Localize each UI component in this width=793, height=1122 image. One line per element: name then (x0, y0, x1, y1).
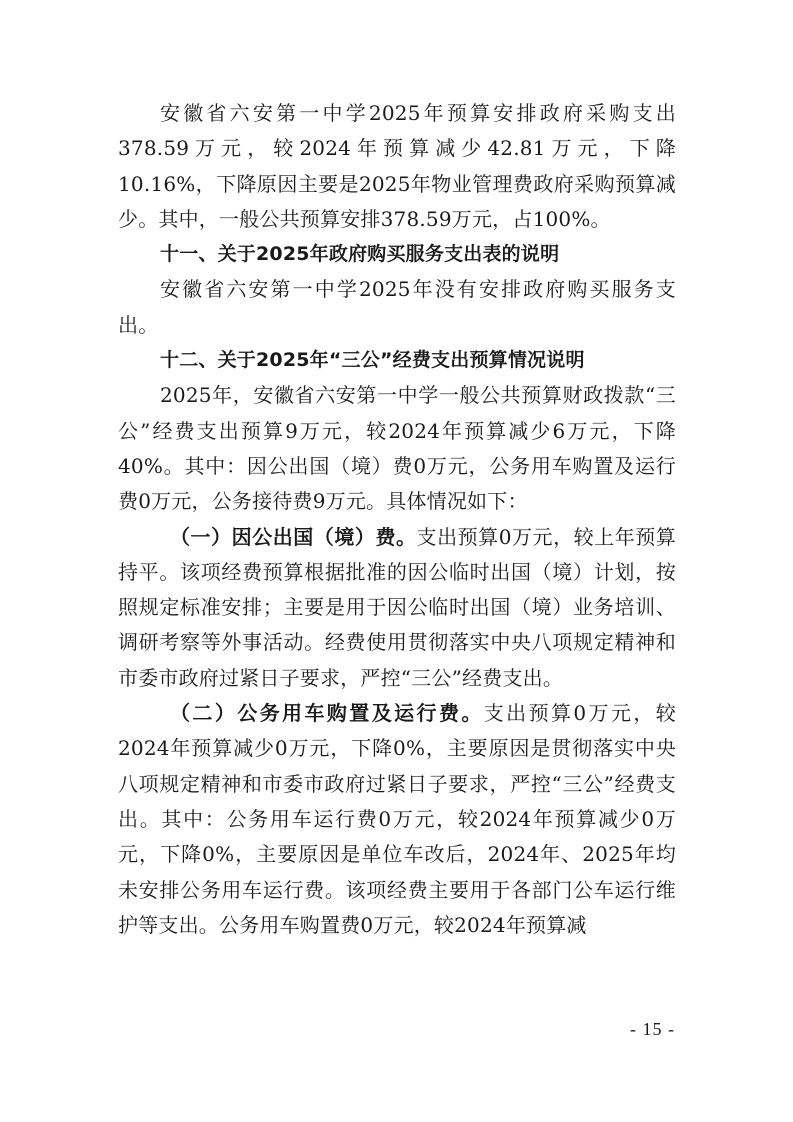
page-number: - 15 - (630, 1019, 675, 1039)
vehicle-paragraph (118, 696, 676, 943)
vehicle-title: （二）公务用车购置及运行费。 (170, 701, 484, 726)
section-12-heading: 十二、关于2025年“三公”经费支出预算情况说明 (160, 349, 585, 372)
document-body (118, 96, 676, 943)
service-purchase-paragraph: 安徽省六安第一中学2025年没有安排政府购买服务支出。 (118, 277, 676, 337)
overseas-travel-paragraph (118, 520, 676, 696)
section-11-heading: 十一、关于2025年政府购买服务支出表的说明 (160, 243, 560, 266)
procurement-paragraph: 安徽省六安第一中学2025年预算安排政府采购支出378.59万元，较2024年预算减少42.81万元，下降10.16%，下降原因主要是2025年物业管理费政府采购预算减少。其中，一般公共预算安排378.59万元，占100%。 (118, 101, 676, 231)
overseas-travel-title: （一）因公出国（境）费。 (170, 524, 417, 549)
vehicle-body: 支出预算0万元，较2024年预算减少0万元，下降0%，主要原因是贯彻落实中央八项规定精神和市委市政府过紧日子要求，严控“三公”经费支出。其中：公务用车运行费0万元，较2024年预算减少0万元，下降0%，主要原因是单位车改后，2024年、2025年均未安排公务用车运行费。该项经费主要用于各部门公车运行维护等支出。公务用车购置费0万元，较2024年预算减 (118, 701, 676, 937)
three-public-summary-paragraph: 2025年，安徽省六安第一中学一般公共预算财政拨款“三公”经费支出预算9万元，较2024年预算减少6万元，下降40%。其中：因公出国（境）费0万元，公务用车购置及运行费0万元，公务接待费9万元。具体情况如下： (118, 383, 676, 514)
overseas-travel-body: 支出预算0万元，较上年预算持平。该项经费预算根据批准的因公临时出国（境）计划，按照规定标准安排；主要是用于因公临时出国（境）业务培训、调研考察等外事活动。经费使用贯彻落实中央八项规定精神和市委市政府过紧日子要求，严控“三公”经费支出。 (118, 524, 677, 690)
